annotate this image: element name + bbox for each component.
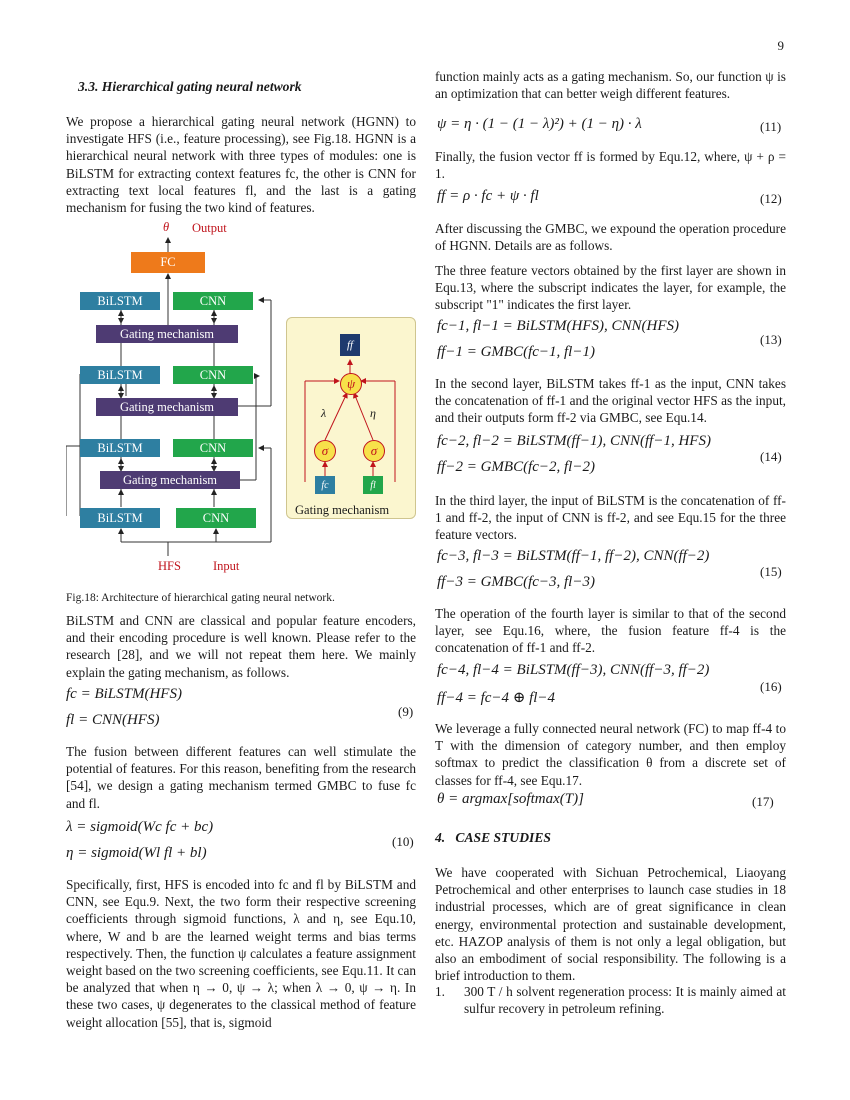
right-paragraph-3: After discussing the GMBC, we expound the operation procedure of HGNN. Details are as follows. [435,221,786,254]
eq14-number: (14) [760,449,782,464]
eq12-number: (12) [760,191,782,206]
inset-sigma-node-left: σ [314,440,336,462]
cnn-box-1: CNN [176,508,256,528]
inset-title: Gating mechanism [295,503,390,517]
eq17-number: (17) [752,794,774,809]
eq10-number: (10) [392,834,414,849]
list-item-1-text: 300 T / h solvent regeneration process: It is mainly aimed at sulfur recovery in petroleum refining. [464,984,786,1017]
eq11: ψ = η · (1 − (1 − λ)²) + (1 − η) · λ [437,116,642,132]
eq9-line2: fl = CNN(HFS) [66,712,160,728]
left-column [66,78,416,95]
eq13-number: (13) [760,332,782,347]
eq15-line2: ff−3 = GMBC(fc−3, fl−3) [437,574,595,590]
inset-ff-box: ff [340,334,360,356]
page-number: 9 [777,38,784,53]
eq16-number: (16) [760,679,782,694]
right-paragraph-7: The operation of the fourth layer is similar to that of the second layer, see Equ.16, where, the fusion feature ff-4 is the concatenation of ff-1 and ff-2. [435,606,786,656]
eq9-line1: fc = BiLSTM(HFS) [66,686,182,702]
theta-symbol: θ [163,220,170,234]
gating-box-1: Gating mechanism [96,325,238,343]
input-label: Input [213,559,240,573]
output-label: Output [192,221,227,235]
left-paragraph-2: BiLSTM and CNN are classical and popular feature encoders, and their encoding procedure is well known. Please refer to the research [28], and we will not repeat them here. We mainly explain the gating mechanism, as follows. [66,613,416,680]
inset-eta-label: η [370,406,376,420]
eq11-number: (11) [760,119,782,134]
right-paragraph-6: In the third layer, the input of BiLSTM is the concatenation of ff-1 and ff-2, the input of CNN is ff-2, and see Equ.15 for the three feature vectors. [435,493,786,543]
gating-box-3: Gating mechanism [100,471,240,489]
list-item-1-number: 1. [435,984,445,999]
right-paragraph-4: The three feature vectors obtained by the first layer are shown in Equ.13, where the subscript indicates the layer, for example, the subscript "1" indicates the first layer. [435,263,786,313]
right-paragraph-2: Finally, the fusion vector ff is formed by Equ.12, where, ψ + ρ = 1. [435,149,786,182]
inset-sigma-node-right: σ [363,440,385,462]
eq16-line1: fc−4, fl−4 = BiLSTM(ff−3), CNN(ff−3, ff−2) [437,662,710,678]
eq17: θ = argmax[softmax(T)] [437,791,584,807]
left-paragraph-3: The fusion between different features can well stimulate the potential of features. For this reason, benefiting from the research [54], we design a gating mechanism termed GMBC to fuse fc and fl. [66,744,416,811]
section-title: 3.3. Hierarchical gating neural network [78,79,302,94]
eq15-line1: fc−3, fl−3 = BiLSTM(ff−1, ff−2), CNN(ff−2) [437,548,710,564]
hfs-label: HFS [158,559,181,573]
right-paragraph-9: We have cooperated with Sichuan Petrochemical, Liaoyang Petrochemical and other enterprises to launch case studies in 18 industrial processes, which are of great significance in clean energy, environmental protection and sustainable development, etc. HAZOP analysis of them is not only a legal obligation, but also an embodiment of social responsibility. The following is a brief introduction to them. [435,865,786,984]
bilstm-box-1: BiLSTM [80,508,160,528]
bilstm-box-4: BiLSTM [80,292,160,310]
bilstm-box-3: BiLSTM [80,366,160,384]
inset-fc-box: fc [315,476,335,494]
right-paragraph-1: function mainly acts as a gating mechanism. So, our function ψ is an optimization that can better weigh different features. [435,69,786,102]
hgnn-architecture-figure [66,216,416,586]
eq14-line1: fc−2, fl−2 = BiLSTM(ff−1), CNN(ff−1, HFS) [437,433,711,449]
cnn-box-2: CNN [173,439,253,457]
eq16-line2: ff−4 = fc−4 ⊕ fl−4 [437,690,556,706]
gating-box-2: Gating mechanism [96,398,238,416]
inset-psi-node: ψ [340,373,362,395]
fc-box: FC [131,252,205,273]
eq10-line2: η = sigmoid(Wl fl + bl) [66,845,207,861]
eq13-line1: fc−1, fl−1 = BiLSTM(HFS), CNN(HFS) [437,318,680,334]
right-paragraph-5: In the second layer, BiLSTM takes ff-1 as the input, CNN takes the concatenation of ff-1 and the original vector HFS as the input, and their outputs form ff-2 via GMBC, see Equ.14. [435,376,786,426]
left-paragraph-1: We propose a hierarchical gating neural network (HGNN) to investigate HFS (i.e., feature processing), see Fig.18. HGNN is a hierarchical neural network with three types of modules: one is BiLSTM for extracting context features fc, the other is CNN for extracting text local features fl, and the last is a gating mechanism for fusing the two kind of features. [66,114,416,216]
eq13-line2: ff−1 = GMBC(fc−1, fl−1) [437,344,595,360]
eq15-number: (15) [760,564,782,579]
figure-caption: Fig.18: Architecture of hierarchical gating neural network. [66,592,335,604]
left-paragraph-4: Specifically, first, HFS is encoded into fc and fl by BiLSTM and CNN, see Equ.9. Next, the two form their respective screening coefficients through sigmoid functions, λ and η, see Equ.10, where, W and b are the learned weight terms and bias terms respectively. Then, the function ψ calculates a feature assignment weight based on the two screening coefficients, see Equ.11. It can be analyzed that when η → 0, ψ → λ; when λ → 0, ψ → η. In these two cases, ψ degenerates to the classical method of feature weight allocation [55], that is, sigmoid [66,877,416,1030]
right-paragraph-8: We leverage a fully connected neural network (FC) to map ff-4 to T with the dimension of category number, and then employ softmax to predict the classification θ from a discrete set of classes for ff-4, see Equ.17. [435,721,786,788]
inset-fl-box: fl [363,476,383,494]
gating-mechanism-inset [286,317,416,519]
inset-lambda-label: λ [321,406,327,420]
eq10-line1: λ = sigmoid(Wc fc + bc) [66,819,214,835]
section-4-title: 4. CASE STUDIES [435,830,551,845]
eq9-number: (9) [398,704,414,719]
bilstm-box-2: BiLSTM [80,439,160,457]
eq12: ff = ρ · fc + ψ · fl [437,188,539,204]
cnn-box-3: CNN [173,366,253,384]
cnn-box-4: CNN [173,292,253,310]
eq14-line2: ff−2 = GMBC(fc−2, fl−2) [437,459,595,475]
